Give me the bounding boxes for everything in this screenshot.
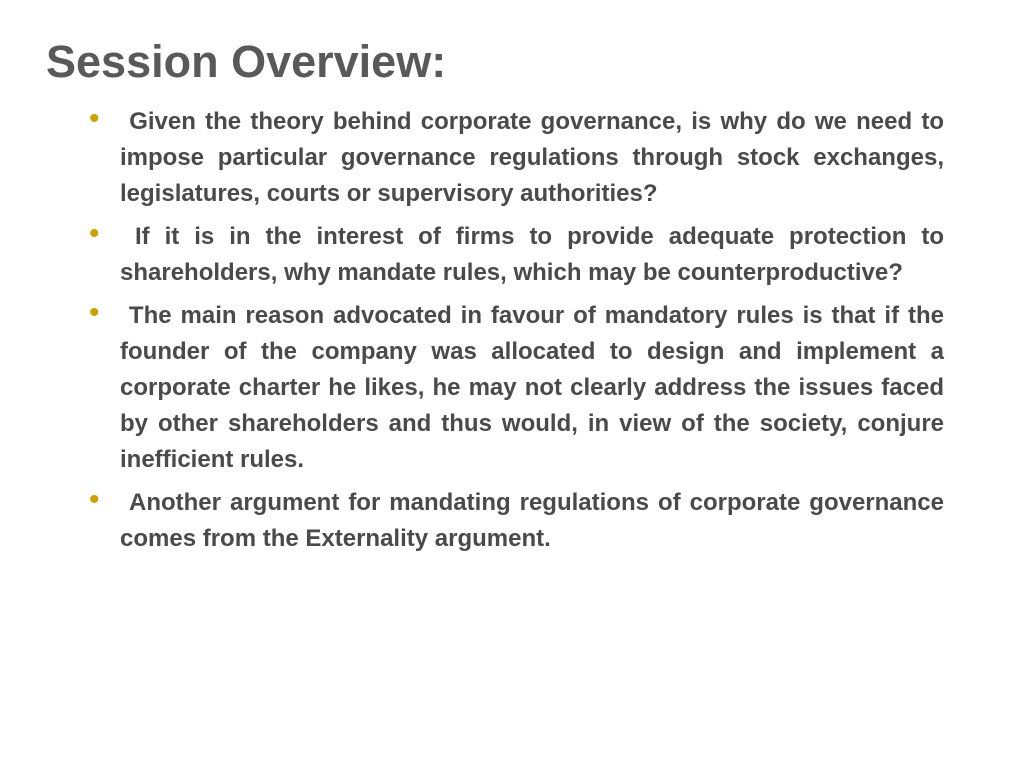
bullet-text: Given the theory behind corporate governance, is why do we need to impose particular governance regulations through stock exchanges, legislatures, courts or supervisory authorities? [120,108,951,207]
bullet-item [88,102,951,212]
slide-title: Session Overview: [46,36,447,87]
bullet-dot-icon: • [89,217,100,250]
bullet-list [88,102,951,564]
bullet-item [88,217,951,291]
bullet-text: The main reason advocated in favour of mandatory rules is that if the founder of the company was allocated to design and implement a corporate charter he likes, he may not clearly address the issues faced by other shareholders and thus would, in view of the society, conjure inefficient rules. [120,302,951,473]
bullet-item [88,483,951,557]
bullet-item [88,296,951,478]
bullet-text: If it is in the interest of firms to provide adequate protection to shareholders, why mandate rules, which may be counterproductive? [120,223,951,286]
bullet-dot-icon: • [89,102,100,135]
bullet-dot-icon: • [89,296,100,329]
bullet-text: Another argument for mandating regulations of corporate governance comes from the Externality argument. [120,489,951,552]
bullet-dot-icon: • [89,483,100,516]
